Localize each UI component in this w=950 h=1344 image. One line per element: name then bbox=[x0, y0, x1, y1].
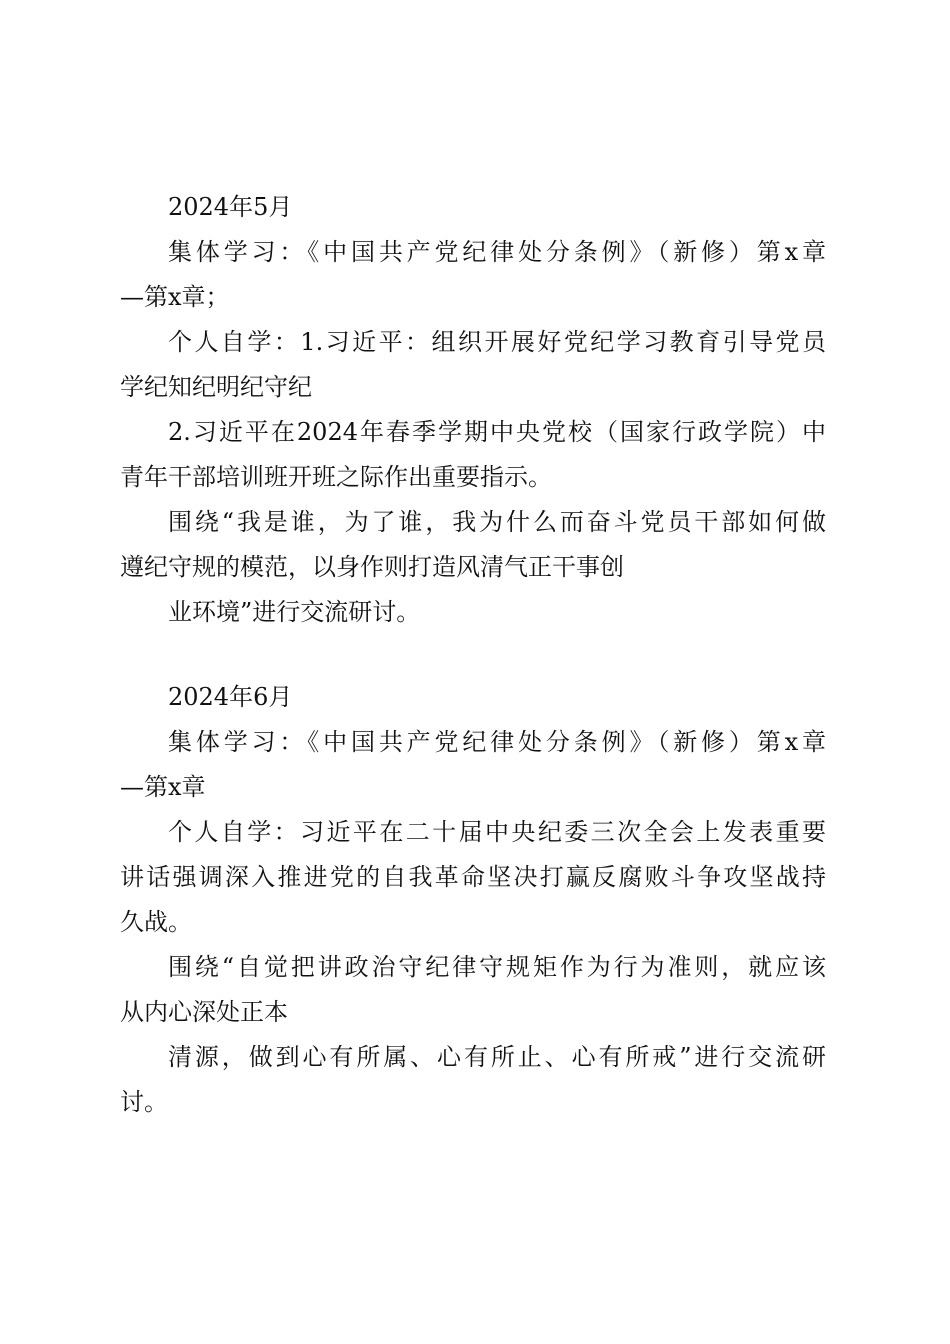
group-study-line: —第x章； bbox=[120, 283, 230, 311]
self-study-line: 个人自学：1.习近平：组织开展好党纪学习教育引导党员 bbox=[168, 328, 826, 356]
group-study-line: 集体学习：《中国共产党纪律处分条例》（新修）第x章 bbox=[168, 728, 826, 756]
self-study-line: 久战。 bbox=[120, 908, 192, 936]
discussion-line: 围绕“自觉把讲政治守纪律守规矩作为行为准则，就应该 bbox=[168, 953, 826, 981]
discussion-line: 业环境”进行交流研讨。 bbox=[168, 598, 421, 626]
discussion-line: 清源，做到心有所属、心有所止、心有所戒”进行交流研 bbox=[168, 1043, 826, 1071]
discussion-line: 遵纪守规的模范，以身作则打造风清气正干事创 bbox=[120, 553, 624, 581]
self-study-line: 青年干部培训班开班之际作出重要指示。 bbox=[120, 463, 552, 491]
self-study-line: 学纪知纪明纪守纪 bbox=[120, 373, 312, 401]
discussion-line: 讨。 bbox=[120, 1088, 168, 1116]
self-study-line: 2.习近平在2024年春季学期中央党校（国家行政学院）中 bbox=[168, 418, 826, 446]
section-date: 2024年5月 bbox=[168, 193, 293, 221]
group-study-line: —第x章 bbox=[120, 773, 206, 801]
self-study-line: 讲话强调深入推进党的自我革命坚决打赢反腐败斗争攻坚战持 bbox=[120, 863, 826, 891]
group-study-line: 集体学习：《中国共产党纪律处分条例》（新修）第x章 bbox=[168, 238, 826, 266]
discussion-line: 围绕“我是谁，为了谁，我为什么而奋斗党员干部如何做 bbox=[168, 508, 826, 536]
section-date: 2024年6月 bbox=[168, 683, 293, 711]
self-study-line: 个人自学：习近平在二十届中央纪委三次全会上发表重要 bbox=[168, 818, 826, 846]
discussion-line: 从内心深处正本 bbox=[120, 998, 288, 1026]
